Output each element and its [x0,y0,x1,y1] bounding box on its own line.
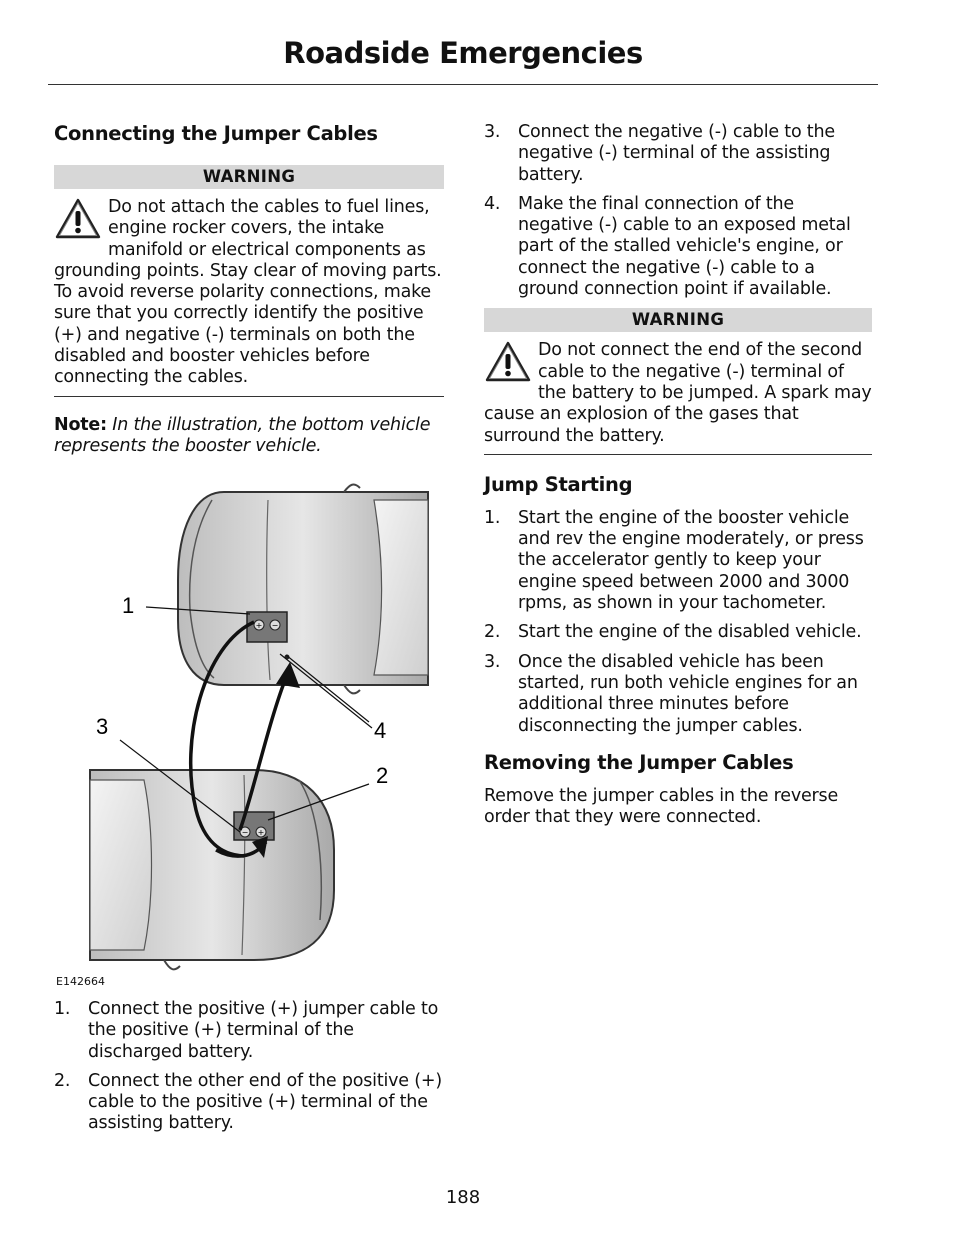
section-heading-removing: Removing the Jumper Cables [484,750,794,774]
note [54,415,444,458]
callout-1: 1 [122,593,135,618]
warning-text: Do not attach the cables to fuel lines, engine rocker covers, the intake manifold or electrical components as grounding points. Stay clear of moving parts. To avoid reverse polarity connections, make sure that you correctly identify the positive (+) and negative (-) terminals on both the disabled and booster vehicles before connecting the cables. [54,197,442,388]
left-steps [54,999,444,1143]
removing-text: Remove the jumper cables in the reverse order that they were connected. [484,785,839,828]
svg-text:+: + [257,828,265,837]
warning-triangle-icon [484,340,532,384]
page-number: 188 [445,1187,481,1208]
warning-text: Do not connect the end of the second cable to the negative (-) terminal of the battery to be jumped. A spark may cause an explosion of the gases that surround the battery. [484,340,872,446]
section-heading-connecting: Connecting the Jumper Cables [54,122,378,145]
warning-box [484,332,872,446]
section-heading-jump-starting: Jump Starting [484,472,633,496]
right-column [484,122,872,828]
note-text: In the illustration, the bottom vehicle represents the booster vehicle. [54,414,431,456]
cars-diagram [54,470,444,990]
list-item: 3. Once the disabled vehicle has been started, run both vehicle engines for an additional three minutes before disconnecting the jumper cables. [484,651,858,736]
callout-4: 4 [374,718,387,743]
callout-3: 3 [96,714,109,739]
warning-label: WARNING [54,165,444,189]
warning-triangle-icon [54,197,102,241]
list-item: 1. Start the engine of the booster vehicle and rev the engine moderately, or press the accelerator gently to keep your engine speed between 2000 and 3000 rpms, as shown in your tachometer. [484,507,864,614]
jumper-cable-illustration [54,470,444,990]
list-item: 3. Connect the negative (-) cable to the negative (-) terminal of the assisting battery. [484,122,835,185]
svg-text:−: − [271,621,279,630]
warning-box [54,189,444,389]
list-item: 2. Connect the other end of the positive (+) cable to the positive (+) terminal of the assisting battery. [54,1070,442,1134]
left-column [54,120,444,457]
svg-text:+: + [255,621,263,630]
warning-bottom-rule [54,396,444,397]
note-label: Note: [54,414,107,435]
page-title: Roadside Emergencies [283,36,643,70]
svg-text:−: − [241,828,249,837]
figure-code: E142664 [56,975,105,988]
list-item: 2. Start the engine of the disabled vehicle. [484,622,862,643]
warning-label: WARNING [484,308,872,332]
list-item: 1. Connect the positive (+) jumper cable to the positive (+) terminal of the discharged battery. [54,999,439,1062]
callout-2: 2 [376,763,389,788]
warning-bottom-rule [484,454,872,455]
title-divider [48,84,878,85]
list-item: 4. Make the final connection of the negative (-) cable to an exposed metal part of the stalled vehicle's engine, or connect the negative (-) cable to a ground connection point if available. [484,193,851,300]
booster-vehicle [90,770,334,969]
